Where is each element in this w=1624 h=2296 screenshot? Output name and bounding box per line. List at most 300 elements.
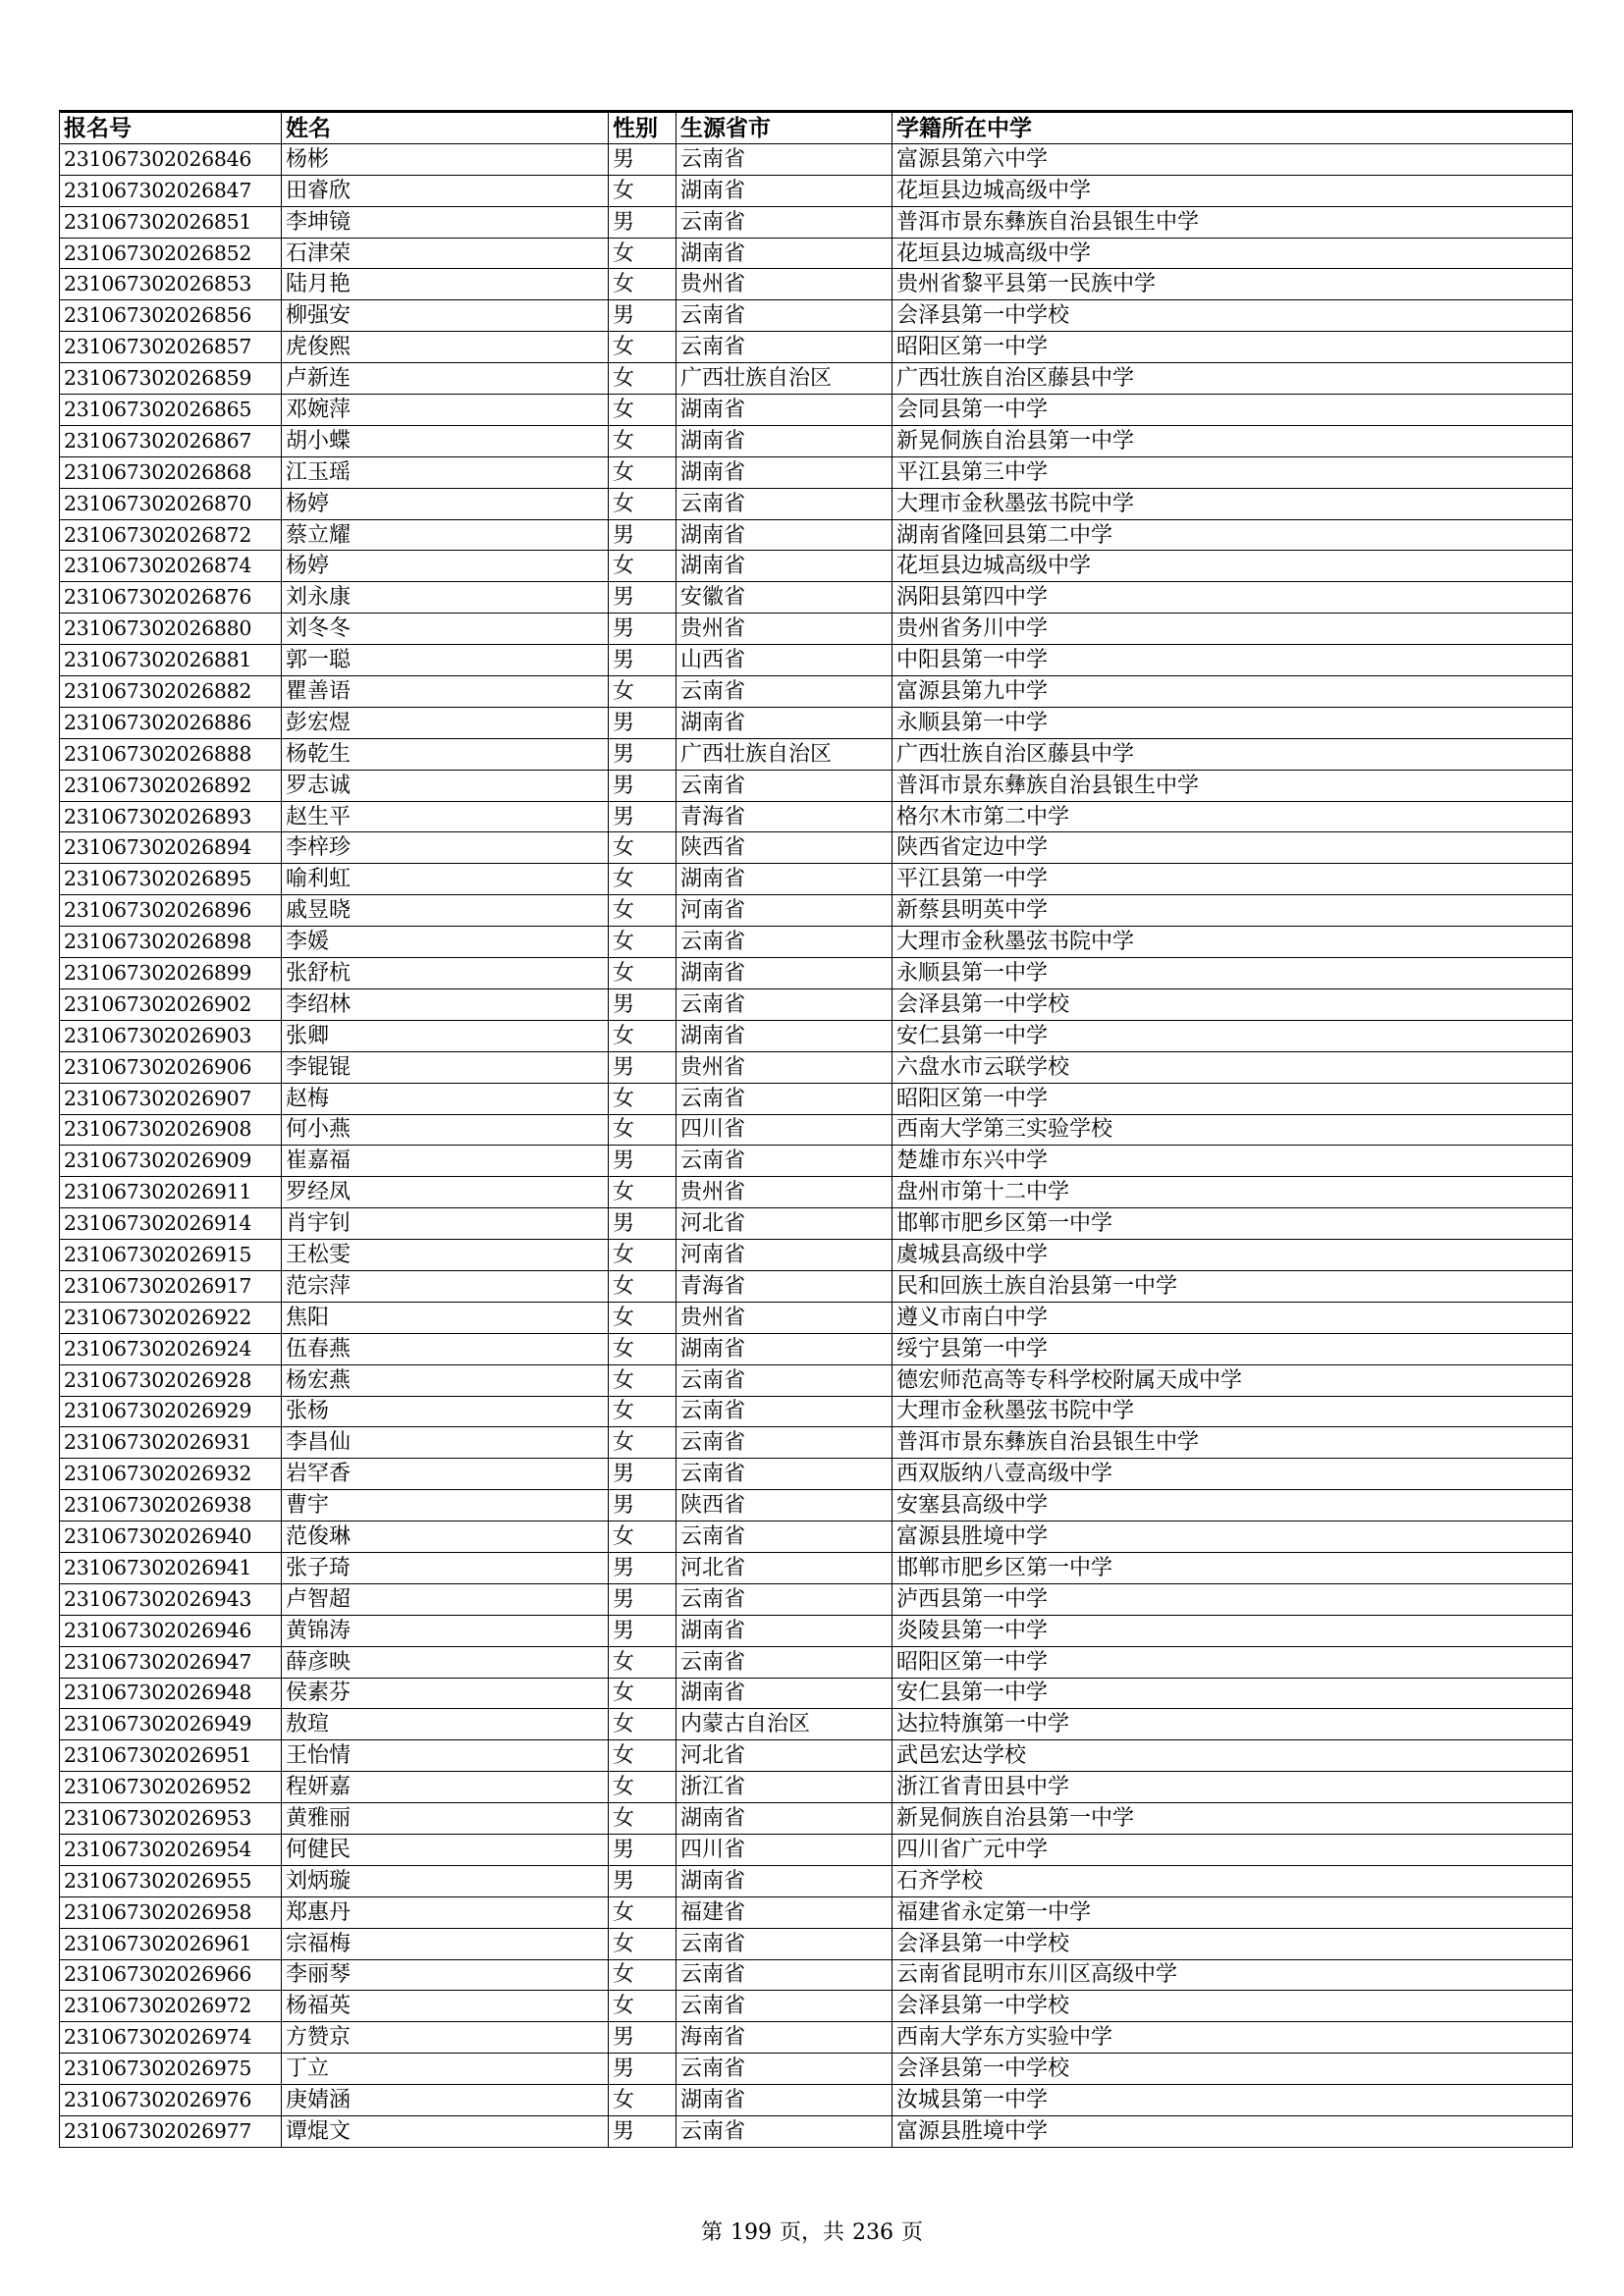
cell-province: 云南省 [677, 2116, 893, 2148]
table-row [60, 332, 1573, 363]
cell-registration-no: 231067302026859 [60, 363, 282, 395]
cell-school: 四川省广元中学 [893, 1834, 1573, 1865]
cell-registration-no: 231067302026881 [60, 645, 282, 676]
table-row [60, 1270, 1573, 1302]
cell-school: 西双版纳八壹高级中学 [893, 1459, 1573, 1490]
cell-province: 河南省 [677, 895, 893, 927]
cell-province: 云南省 [677, 1396, 893, 1427]
table-row [60, 770, 1573, 801]
table-row [60, 645, 1573, 676]
cell-registration-no: 231067302026880 [60, 614, 282, 645]
cell-registration-no: 231067302026894 [60, 832, 282, 864]
cell-school: 大理市金秋墨弦书院中学 [893, 488, 1573, 519]
cell-school: 普洱市景东彝族自治县银生中学 [893, 1427, 1573, 1459]
cell-gender: 女 [609, 1302, 677, 1333]
cell-gender: 女 [609, 425, 677, 456]
cell-name: 刘冬冬 [282, 614, 609, 645]
table-row [60, 1834, 1573, 1865]
table-row [60, 895, 1573, 927]
table-row [60, 1208, 1573, 1240]
cell-gender: 女 [609, 1333, 677, 1364]
table-row [60, 1302, 1573, 1333]
cell-province: 湖南省 [677, 1678, 893, 1709]
cell-province: 海南省 [677, 2022, 893, 2054]
cell-name: 杨福英 [282, 1991, 609, 2022]
cell-school: 新蔡县明英中学 [893, 895, 1573, 927]
cell-school: 新晃侗族自治县第一中学 [893, 425, 1573, 456]
cell-registration-no: 231067302026851 [60, 206, 282, 238]
cell-name: 程妍嘉 [282, 1772, 609, 1803]
cell-registration-no: 231067302026893 [60, 801, 282, 832]
cell-school: 福建省永定第一中学 [893, 1896, 1573, 1928]
cell-province: 青海省 [677, 801, 893, 832]
cell-registration-no: 231067302026888 [60, 738, 282, 770]
cell-registration-no: 231067302026972 [60, 1991, 282, 2022]
cell-gender: 男 [609, 645, 677, 676]
cell-school: 虞城县高级中学 [893, 1240, 1573, 1271]
table-row [60, 832, 1573, 864]
cell-province: 云南省 [677, 1991, 893, 2022]
cell-province: 河北省 [677, 1740, 893, 1772]
cell-name: 杨婷 [282, 488, 609, 519]
cell-name: 刘永康 [282, 582, 609, 614]
cell-registration-no: 231067302026977 [60, 2116, 282, 2148]
cell-name: 张卿 [282, 1020, 609, 1051]
cell-province: 云南省 [677, 676, 893, 708]
cell-province: 山西省 [677, 645, 893, 676]
cell-province: 云南省 [677, 770, 893, 801]
cell-registration-no: 231067302026857 [60, 332, 282, 363]
cell-registration-no: 231067302026917 [60, 1270, 282, 1302]
cell-registration-no: 231067302026892 [60, 770, 282, 801]
cell-province: 河南省 [677, 1240, 893, 1271]
cell-gender: 女 [609, 1083, 677, 1114]
cell-school: 遵义市南白中学 [893, 1302, 1573, 1333]
cell-name: 李坤镜 [282, 206, 609, 238]
header-gender: 性别 [609, 112, 677, 144]
cell-province: 湖南省 [677, 238, 893, 269]
header-school: 学籍所在中学 [893, 112, 1573, 144]
cell-name: 李锟锟 [282, 1051, 609, 1083]
cell-school: 达拉特旗第一中学 [893, 1709, 1573, 1740]
cell-gender: 女 [609, 676, 677, 708]
cell-name: 薛彦映 [282, 1646, 609, 1678]
cell-gender: 女 [609, 1240, 677, 1271]
cell-gender: 男 [609, 738, 677, 770]
cell-province: 云南省 [677, 1459, 893, 1490]
table-row [60, 519, 1573, 551]
cell-school: 普洱市景东彝族自治县银生中学 [893, 206, 1573, 238]
cell-name: 赵梅 [282, 1083, 609, 1114]
cell-province: 贵州省 [677, 614, 893, 645]
cell-name: 侯素芬 [282, 1678, 609, 1709]
cell-province: 安徽省 [677, 582, 893, 614]
cell-province: 云南省 [677, 206, 893, 238]
cell-gender: 男 [609, 2022, 677, 2054]
table-row [60, 614, 1573, 645]
table-row [60, 1114, 1573, 1146]
table-row [60, 1240, 1573, 1271]
page-prefix: 第 [700, 2220, 723, 2245]
page-footer [0, 2216, 1624, 2246]
cell-school: 永顺县第一中学 [893, 707, 1573, 738]
cell-school: 会泽县第一中学校 [893, 988, 1573, 1020]
cell-gender: 女 [609, 1270, 677, 1302]
cell-province: 广西壮族自治区 [677, 363, 893, 395]
cell-gender: 女 [609, 895, 677, 927]
table-row [60, 2116, 1573, 2148]
cell-registration-no: 231067302026961 [60, 1928, 282, 1959]
cell-name: 虎俊熙 [282, 332, 609, 363]
cell-province: 湖南省 [677, 707, 893, 738]
cell-province: 湖南省 [677, 1020, 893, 1051]
cell-registration-no: 231067302026947 [60, 1646, 282, 1678]
table-row [60, 1051, 1573, 1083]
cell-registration-no: 231067302026908 [60, 1114, 282, 1146]
cell-gender: 女 [609, 1928, 677, 1959]
cell-gender: 男 [609, 2116, 677, 2148]
cell-school: 炎陵县第一中学 [893, 1615, 1573, 1646]
page-suffix: 页 [901, 2220, 924, 2245]
cell-school: 花垣县边城高级中学 [893, 175, 1573, 206]
cell-province: 云南省 [677, 1364, 893, 1396]
cell-gender: 女 [609, 1396, 677, 1427]
cell-gender: 男 [609, 770, 677, 801]
cell-registration-no: 231067302026898 [60, 927, 282, 958]
cell-name: 胡小蝶 [282, 425, 609, 456]
cell-school: 花垣县边城高级中学 [893, 551, 1573, 582]
cell-province: 湖南省 [677, 456, 893, 488]
table-header-row [60, 112, 1573, 144]
table-row [60, 143, 1573, 175]
page-mid: 页，共 [779, 2220, 844, 2245]
cell-school: 盘州市第十二中学 [893, 1177, 1573, 1208]
cell-name: 李丽琴 [282, 1959, 609, 1991]
cell-name: 张舒杭 [282, 958, 609, 989]
cell-registration-no: 231067302026856 [60, 300, 282, 332]
cell-registration-no: 231067302026914 [60, 1208, 282, 1240]
cell-gender: 女 [609, 1740, 677, 1772]
cell-name: 丁立 [282, 2054, 609, 2085]
cell-school: 武邑宏达学校 [893, 1740, 1573, 1772]
table-row [60, 488, 1573, 519]
cell-gender: 女 [609, 1959, 677, 1991]
cell-school: 富源县第六中学 [893, 143, 1573, 175]
table-row [60, 1459, 1573, 1490]
cell-name: 瞿善语 [282, 676, 609, 708]
cell-province: 贵州省 [677, 1051, 893, 1083]
cell-gender: 女 [609, 1991, 677, 2022]
cell-name: 卢智超 [282, 1583, 609, 1615]
table-row [60, 1709, 1573, 1740]
cell-name: 彭宏煜 [282, 707, 609, 738]
cell-name: 黄锦涛 [282, 1615, 609, 1646]
cell-province: 湖南省 [677, 551, 893, 582]
cell-school: 会泽县第一中学校 [893, 2054, 1573, 2085]
table-row [60, 1177, 1573, 1208]
cell-name: 杨彬 [282, 143, 609, 175]
table-row [60, 1364, 1573, 1396]
cell-name: 范宗萍 [282, 1270, 609, 1302]
cell-school: 平江县第三中学 [893, 456, 1573, 488]
cell-school: 民和回族土族自治县第一中学 [893, 1270, 1573, 1302]
cell-name: 杨乾生 [282, 738, 609, 770]
cell-registration-no: 231067302026946 [60, 1615, 282, 1646]
cell-registration-no: 231067302026899 [60, 958, 282, 989]
cell-gender: 女 [609, 1364, 677, 1396]
cell-province: 湖南省 [677, 395, 893, 426]
cell-registration-no: 231067302026903 [60, 1020, 282, 1051]
cell-registration-no: 231067302026974 [60, 2022, 282, 2054]
cell-name: 何健民 [282, 1834, 609, 1865]
cell-school: 会同县第一中学 [893, 395, 1573, 426]
table-row [60, 1646, 1573, 1678]
table-row [60, 1959, 1573, 1991]
table-row [60, 1678, 1573, 1709]
cell-registration-no: 231067302026922 [60, 1302, 282, 1333]
table-row [60, 707, 1573, 738]
cell-gender: 男 [609, 143, 677, 175]
cell-registration-no: 231067302026929 [60, 1396, 282, 1427]
cell-school: 安仁县第一中学 [893, 1020, 1573, 1051]
cell-province: 云南省 [677, 1146, 893, 1177]
cell-school: 会泽县第一中学校 [893, 1928, 1573, 1959]
cell-gender: 男 [609, 1615, 677, 1646]
cell-province: 河北省 [677, 1208, 893, 1240]
cell-gender: 女 [609, 1427, 677, 1459]
cell-name: 伍春燕 [282, 1333, 609, 1364]
cell-province: 贵州省 [677, 1302, 893, 1333]
cell-name: 卢新连 [282, 363, 609, 395]
cell-registration-no: 231067302026976 [60, 2085, 282, 2116]
cell-gender: 女 [609, 1177, 677, 1208]
table-row [60, 238, 1573, 269]
cell-province: 云南省 [677, 927, 893, 958]
cell-school: 云南省昆明市东川区高级中学 [893, 1959, 1573, 1991]
cell-school: 安塞县高级中学 [893, 1490, 1573, 1522]
table-row [60, 425, 1573, 456]
header-registration-no: 报名号 [60, 112, 282, 144]
cell-name: 郭一聪 [282, 645, 609, 676]
table-row [60, 2085, 1573, 2116]
cell-registration-no: 231067302026948 [60, 1678, 282, 1709]
cell-gender: 男 [609, 1146, 677, 1177]
cell-gender: 男 [609, 1552, 677, 1583]
cell-school: 中阳县第一中学 [893, 645, 1573, 676]
table-row [60, 1772, 1573, 1803]
cell-name: 蔡立耀 [282, 519, 609, 551]
table-row [60, 1865, 1573, 1896]
table-row [60, 676, 1573, 708]
page-current: 199 [730, 2220, 772, 2245]
table-row [60, 1896, 1573, 1928]
cell-school: 浙江省青田县中学 [893, 1772, 1573, 1803]
cell-gender: 男 [609, 206, 677, 238]
cell-registration-no: 231067302026874 [60, 551, 282, 582]
table-row [60, 1615, 1573, 1646]
table-row [60, 988, 1573, 1020]
table-row [60, 1740, 1573, 1772]
cell-gender: 男 [609, 300, 677, 332]
cell-registration-no: 231067302026943 [60, 1583, 282, 1615]
cell-gender: 男 [609, 801, 677, 832]
cell-registration-no: 231067302026952 [60, 1772, 282, 1803]
cell-name: 焦阳 [282, 1302, 609, 1333]
cell-school: 广西壮族自治区藤县中学 [893, 363, 1573, 395]
cell-registration-no: 231067302026940 [60, 1522, 282, 1553]
cell-registration-no: 231067302026954 [60, 1834, 282, 1865]
cell-school: 六盘水市云联学校 [893, 1051, 1573, 1083]
cell-gender: 男 [609, 1490, 677, 1522]
cell-school: 汝城县第一中学 [893, 2085, 1573, 2116]
cell-name: 杨宏燕 [282, 1364, 609, 1396]
cell-school: 邯郸市肥乡区第一中学 [893, 1552, 1573, 1583]
cell-gender: 女 [609, 175, 677, 206]
cell-province: 四川省 [677, 1834, 893, 1865]
cell-registration-no: 231067302026953 [60, 1803, 282, 1835]
cell-school: 会泽县第一中学校 [893, 1991, 1573, 2022]
cell-school: 涡阳县第四中学 [893, 582, 1573, 614]
cell-name: 李梓珍 [282, 832, 609, 864]
cell-school: 花垣县边城高级中学 [893, 238, 1573, 269]
cell-registration-no: 231067302026868 [60, 456, 282, 488]
cell-school: 西南大学第三实验学校 [893, 1114, 1573, 1146]
cell-school: 会泽县第一中学校 [893, 300, 1573, 332]
cell-name: 范俊琳 [282, 1522, 609, 1553]
cell-school: 昭阳区第一中学 [893, 332, 1573, 363]
cell-province: 云南省 [677, 2054, 893, 2085]
cell-school: 广西壮族自治区藤县中学 [893, 738, 1573, 770]
cell-school: 贵州省务川中学 [893, 614, 1573, 645]
cell-gender: 女 [609, 2085, 677, 2116]
cell-province: 湖南省 [677, 1803, 893, 1835]
cell-province: 云南省 [677, 1928, 893, 1959]
cell-registration-no: 231067302026852 [60, 238, 282, 269]
cell-gender: 女 [609, 1709, 677, 1740]
table-row [60, 1991, 1573, 2022]
cell-registration-no: 231067302026975 [60, 2054, 282, 2085]
cell-name: 庚婧涵 [282, 2085, 609, 2116]
cell-province: 云南省 [677, 1959, 893, 1991]
cell-school: 永顺县第一中学 [893, 958, 1573, 989]
cell-registration-no: 231067302026931 [60, 1427, 282, 1459]
cell-name: 邓婉萍 [282, 395, 609, 426]
cell-school: 大理市金秋墨弦书院中学 [893, 1396, 1573, 1427]
cell-province: 湖南省 [677, 425, 893, 456]
table-row [60, 1146, 1573, 1177]
cell-name: 郑惠丹 [282, 1896, 609, 1928]
cell-gender: 男 [609, 707, 677, 738]
cell-registration-no: 231067302026876 [60, 582, 282, 614]
cell-gender: 男 [609, 1208, 677, 1240]
table-row [60, 1396, 1573, 1427]
cell-registration-no: 231067302026951 [60, 1740, 282, 1772]
cell-name: 张子琦 [282, 1552, 609, 1583]
cell-school: 富源县第九中学 [893, 676, 1573, 708]
cell-province: 四川省 [677, 1114, 893, 1146]
cell-registration-no: 231067302026846 [60, 143, 282, 175]
cell-province: 云南省 [677, 988, 893, 1020]
cell-province: 湖南省 [677, 175, 893, 206]
cell-province: 云南省 [677, 332, 893, 363]
cell-gender: 女 [609, 832, 677, 864]
cell-gender: 男 [609, 1051, 677, 1083]
cell-province: 湖南省 [677, 1333, 893, 1364]
cell-registration-no: 231067302026915 [60, 1240, 282, 1271]
cell-name: 李媛 [282, 927, 609, 958]
table-row [60, 958, 1573, 989]
cell-gender: 女 [609, 1114, 677, 1146]
cell-name: 肖宇钊 [282, 1208, 609, 1240]
cell-registration-no: 231067302026906 [60, 1051, 282, 1083]
table-row [60, 1928, 1573, 1959]
cell-province: 湖南省 [677, 519, 893, 551]
cell-gender: 女 [609, 864, 677, 895]
cell-registration-no: 231067302026872 [60, 519, 282, 551]
cell-registration-no: 231067302026938 [60, 1490, 282, 1522]
cell-name: 王松雯 [282, 1240, 609, 1271]
table-row [60, 175, 1573, 206]
cell-name: 王怡情 [282, 1740, 609, 1772]
table-row [60, 551, 1573, 582]
table-row [60, 927, 1573, 958]
table-row [60, 456, 1573, 488]
cell-name: 赵生平 [282, 801, 609, 832]
cell-registration-no: 231067302026882 [60, 676, 282, 708]
cell-province: 云南省 [677, 1083, 893, 1114]
cell-registration-no: 231067302026911 [60, 1177, 282, 1208]
table-row [60, 801, 1573, 832]
cell-gender: 女 [609, 1020, 677, 1051]
header-province: 生源省市 [677, 112, 893, 144]
table-row [60, 1083, 1573, 1114]
table-row [60, 206, 1573, 238]
cell-school: 湖南省隆回县第二中学 [893, 519, 1573, 551]
cell-name: 谭焜文 [282, 2116, 609, 2148]
cell-gender: 女 [609, 1896, 677, 1928]
cell-province: 湖南省 [677, 2085, 893, 2116]
table-row [60, 2054, 1573, 2085]
cell-registration-no: 231067302026865 [60, 395, 282, 426]
cell-name: 宗福梅 [282, 1928, 609, 1959]
cell-registration-no: 231067302026955 [60, 1865, 282, 1896]
cell-registration-no: 231067302026924 [60, 1333, 282, 1364]
cell-gender: 女 [609, 238, 677, 269]
cell-gender: 女 [609, 488, 677, 519]
cell-gender: 女 [609, 395, 677, 426]
cell-school: 楚雄市东兴中学 [893, 1146, 1573, 1177]
cell-school: 石齐学校 [893, 1865, 1573, 1896]
cell-registration-no: 231067302026932 [60, 1459, 282, 1490]
cell-province: 云南省 [677, 1522, 893, 1553]
cell-registration-no: 231067302026941 [60, 1552, 282, 1583]
cell-gender: 女 [609, 269, 677, 300]
cell-name: 刘炳璇 [282, 1865, 609, 1896]
cell-province: 云南省 [677, 300, 893, 332]
cell-province: 湖南省 [677, 958, 893, 989]
cell-school: 陕西省定边中学 [893, 832, 1573, 864]
cell-province: 云南省 [677, 1427, 893, 1459]
cell-name: 曹宇 [282, 1490, 609, 1522]
cell-gender: 男 [609, 988, 677, 1020]
cell-registration-no: 231067302026867 [60, 425, 282, 456]
table-row [60, 1333, 1573, 1364]
cell-gender: 女 [609, 927, 677, 958]
cell-gender: 女 [609, 1772, 677, 1803]
cell-province: 云南省 [677, 1583, 893, 1615]
cell-registration-no: 231067302026966 [60, 1959, 282, 1991]
cell-registration-no: 231067302026907 [60, 1083, 282, 1114]
